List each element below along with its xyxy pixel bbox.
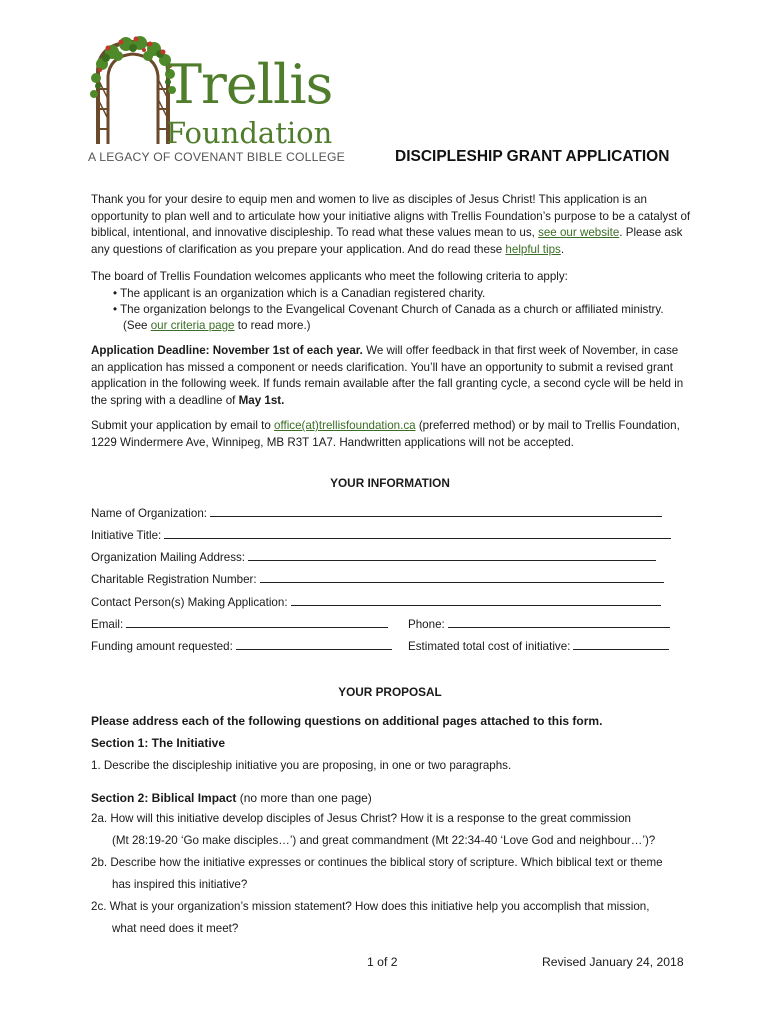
charity-number-field [91,571,664,586]
initiative-title-input[interactable] [164,527,671,539]
section-2-note: (no more than one page) [236,791,372,805]
document-title: DISCIPLESHIP GRANT APPLICATION [395,148,670,165]
intro-paragraph [91,192,691,258]
question-2a-line-1: 2a. How will this initiative develop disciples of Jesus Christ? How it is a response to the great commission [91,812,631,825]
helpful-tips-link[interactable]: helpful tips [505,242,561,256]
trellis-arch-icon [88,34,178,146]
criteria-see-more [123,318,311,333]
email-label: Email: [91,618,124,631]
funding-field [91,638,392,653]
criteria-see-pre: (See [123,319,151,332]
initiative-title-field [91,527,671,542]
question-2a-line-2: (Mt 28:19-20 ‘Go make disciples…’) and great commandment (Mt 22:34-40 ‘Love God and neighbour…’)? [112,834,656,847]
total-cost-input[interactable] [573,638,669,650]
phone-input[interactable] [448,616,670,628]
logo-word-trellis: Trellis [166,53,333,116]
total-cost-field [408,638,669,653]
mailing-address-field [91,549,656,564]
deadline-paragraph [91,343,691,409]
office-email-link[interactable]: office(at)trellisfoundation.ca [274,419,416,432]
revised-date: Revised January 24, 2018 [542,955,684,969]
section-2-title: Section 2: Biblical Impact [91,791,237,805]
question-2b-line-1: 2b. Describe how the initiative expresses or continues the biblical story of scripture. Which biblical text or theme [91,856,663,869]
charity-number-input[interactable] [260,571,664,583]
contact-field [91,594,661,609]
phone-label: Phone: [408,618,445,631]
deadline-text: We will offer feedback in that first week of November, in case an application has missed a component or needs clarification. You’ll have an opportunity to submit a revised grant application in the following week. If funds remain available after the fall granting cycle, a second cycle will be held in the spring with a deadline of [91,344,684,407]
logo-tagline: A LEGACY OF COVENANT BIBLE COLLEGE [88,150,345,164]
criteria-bullet-1: • The applicant is an organization which is a Canadian registered charity. [113,287,486,300]
trellis-logo [88,34,345,174]
charity-number-label: Charitable Registration Number: [91,573,257,586]
section-2-heading [91,790,372,806]
org-name-field [91,505,662,520]
question-2c-line-1: 2c. What is your organization’s mission statement? How does this initiative help you accomplish that mission, [91,900,650,913]
criteria-see-post: to read more.) [234,319,311,332]
logo-word-foundation: Foundation [166,116,333,150]
submit-post: (preferred method) or by mail to Trellis Foundation, 1229 Windermere Ave, Winnipeg, MB R3T 1A7. Handwritten applications will not be accepted. [91,419,680,449]
section-1-heading: Section 1: The Initiative [91,736,226,750]
question-2c-line-2: what need does it meet? [112,922,239,935]
your-proposal-heading: YOUR PROPOSAL [338,685,442,699]
your-information-heading: YOUR INFORMATION [330,476,450,490]
intro-text-1: Thank you for your desire to equip men and women to live as disciples of Jesus Christ! This application is an opportunity to plan well and to articulate how your initiative aligns with Trellis Foundation’s purpose to be a catalyst of biblical, intentional, and innovative discipleship. To read what these values mean to us, [91,193,691,239]
contact-label: Contact Person(s) Making Application: [91,596,288,609]
initiative-title-label: Initiative Title: [91,529,162,542]
intro-text-3: . [560,242,565,256]
contact-input[interactable] [291,594,661,606]
submit-paragraph [91,418,691,451]
deadline-bold: Application Deadline: November 1st of each year. [91,344,363,357]
criteria-page-link[interactable]: our criteria page [150,319,235,332]
page-number: 1 of 2 [367,955,398,969]
mailing-address-input[interactable] [248,549,656,561]
total-cost-label: Estimated total cost of initiative: [408,640,571,653]
funding-label: Funding amount requested: [91,640,233,653]
intro-text-2: . Please ask any questions of clarification as you prepare your application. And do read these [91,226,683,256]
question-2b-line-2: has inspired this initiative? [112,878,248,891]
criteria-lead: The board of Trellis Foundation welcomes applicants who meet the following criteria to apply: [91,270,568,283]
question-1: 1. Describe the discipleship initiative you are proposing, in one or two paragraphs. [91,759,512,772]
see-our-website-link[interactable]: see our website [538,226,620,239]
mailing-address-label: Organization Mailing Address: [91,551,246,564]
email-input[interactable] [126,616,388,628]
phone-field [408,616,670,631]
org-name-label: Name of Organization: [91,507,207,520]
submit-pre: Submit your application by email to [91,419,275,432]
criteria-bullet-2: • The organization belongs to the Evangelical Covenant Church of Canada as a church or affiliated ministry. [113,303,664,316]
funding-input[interactable] [236,638,392,650]
org-name-input[interactable] [210,505,662,517]
email-field [91,616,388,631]
proposal-instruction: Please address each of the following questions on additional pages attached to this form. [91,714,603,728]
deadline-may: May 1st. [238,393,285,407]
